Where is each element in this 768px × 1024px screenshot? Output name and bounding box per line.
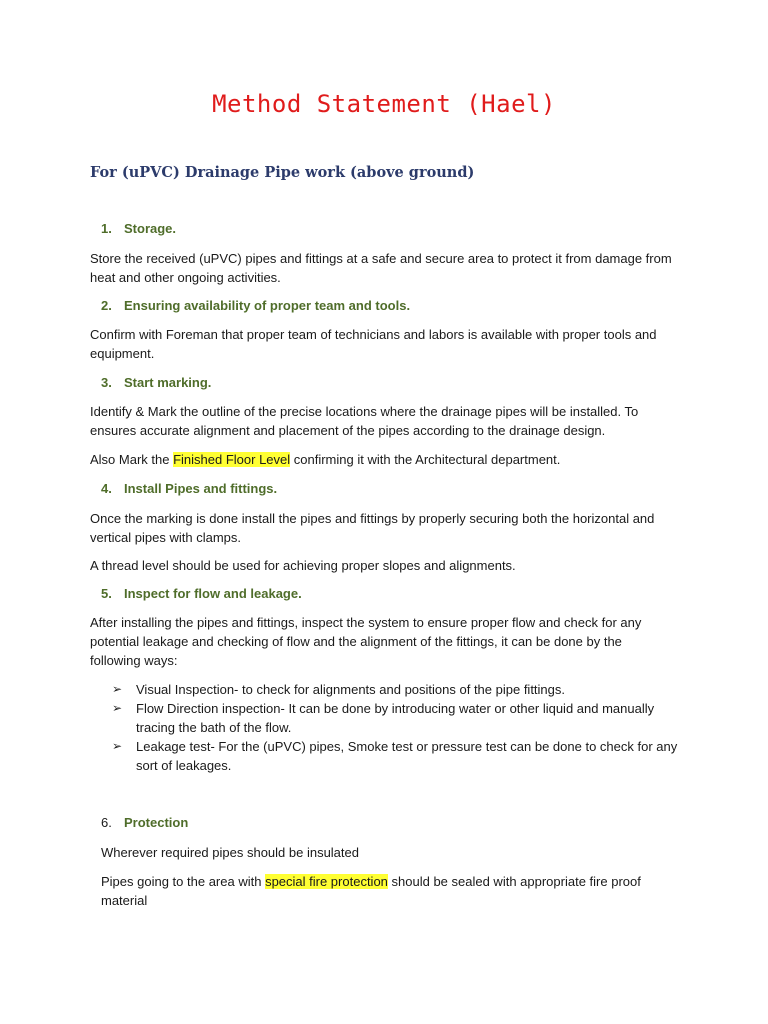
fire-protection-highlight: special fire protection [265,874,388,889]
list-item [112,699,681,737]
paragraph-thread-level: A thread level should be used for achieving proper slopes and alignments. [90,558,516,573]
section-number: 2. [101,298,112,313]
arrow-bullet-icon: ➢ [112,739,123,753]
paragraph-marking: Identify & Mark the outline of the precise locations where the drainage pipes will be installed. To ensures accurate alignment and placement of the pipes according to the drainage design. [90,404,639,438]
arrow-bullet-icon: ➢ [112,682,123,696]
list-item [112,737,681,775]
paragraph-install: Once the marking is done install the pipes and fittings by properly securing both the horizontal and vertical pipes with clamps. [90,511,655,545]
paragraph-inspect: After installing the pipes and fittings, inspect the system to ensure proper flow and check for any potential leakage and checking of flow and the alignment of the fittings, it can be done by the following ways: [90,615,642,668]
section-title: Protection [124,815,189,830]
bullet-text: Flow Direction inspection- It can be done by introducing water or other liquid and manually tracing the bath of the flow. [136,701,655,735]
section-title: Ensuring availability of proper team and tools. [124,298,411,313]
ffl-highlight: Finished Floor Level [173,452,291,467]
bullet-text: Leakage test- For the (uPVC) pipes, Smoke test or pressure test can be done to check for any sort of leakages. [136,739,678,773]
document-subtitle: For (uPVC) Drainage Pipe work (above ground) [90,164,475,181]
section-title: Install Pipes and fittings. [124,481,278,496]
section-heading-protection [101,815,188,830]
ffl-text-before: Also Mark the [90,452,174,467]
list-item [112,680,681,699]
document-title: Method Statement (Hael) [212,90,556,118]
section-heading-storage [101,221,176,236]
section-heading-marking [101,375,211,390]
section-heading-team [101,298,410,313]
paragraph-team: Confirm with Foreman that proper team of technicians and labors is available with proper tools and equipment. [90,327,657,361]
section-heading-install [101,481,277,496]
paragraph-fire-protection [101,872,661,910]
paragraph-finished-floor-level [90,450,675,469]
section-title: Start marking. [124,375,212,390]
section-number: 5. [101,586,112,601]
section-title: Storage. [124,221,177,236]
paragraph-insulated: Wherever required pipes should be insulated [101,845,359,860]
ffl-text-after: confirming it with the Architectural department. [290,452,561,467]
section-number: 3. [101,375,112,390]
bullet-text: Visual Inspection- to check for alignments and positions of the pipe fittings. [136,682,566,697]
fire-text-before: Pipes going to the area with [101,874,266,889]
section-title: Inspect for flow and leakage. [124,586,302,601]
fire-text-after: should be sealed with appropriate fire proof material [101,874,641,908]
section-number: 4. [101,481,112,496]
arrow-bullet-icon: ➢ [112,701,123,715]
paragraph-storage: Store the received (uPVC) pipes and fittings at a safe and secure area to protect it from damage from heat and other ongoing activities. [90,251,672,285]
section-number: 6. [101,815,112,830]
section-number: 1. [101,221,112,236]
section-heading-inspect [101,586,302,601]
